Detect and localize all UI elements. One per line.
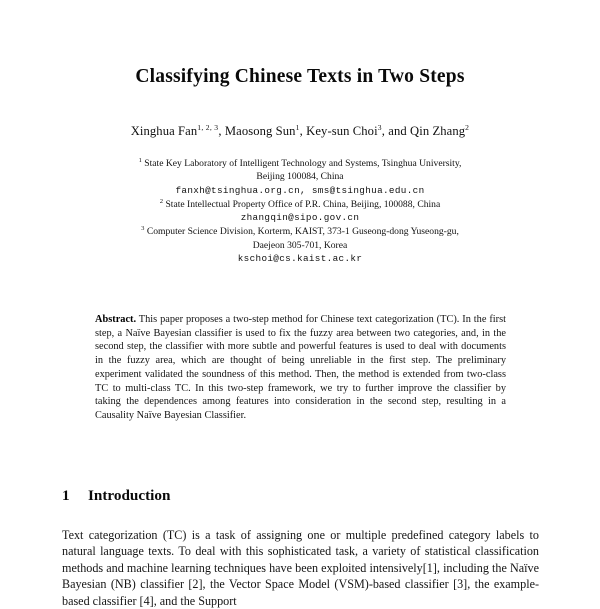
email-address[interactable]: fanxh@tsinghua.org.cn, sms@tsinghua.edu.cn xyxy=(175,184,425,196)
author-name: Xinghua Fan xyxy=(130,124,198,138)
affiliation-text: State Key Laboratory of Intelligent Technology and Systems, Tsinghua University, xyxy=(144,158,462,169)
introduction-paragraph: Text categorization (TC) is a task of assigning one or multiple predefined category labels to natural language texts. To deal with this sophisticated task, a variety of statistical classification methods and machine learning techniques have been exploited intensively[1], including the Naïve Bayesian (NB) classifier [2], the Vector Space Model (VSM)-based classifier [3], the example-based classifier [4], and the Support xyxy=(62,528,539,608)
affiliation-line: Daejeon 305-701, Korea xyxy=(252,239,348,251)
affiliation-line xyxy=(0,198,600,211)
abstract-label: Abstract. xyxy=(95,314,137,325)
abstract-block xyxy=(95,313,506,423)
author-name: Key-sun Choi xyxy=(306,124,378,138)
author-separator: , xyxy=(381,124,389,138)
author-separator: , xyxy=(299,124,307,138)
author-separator: , xyxy=(218,124,225,138)
section-title: Introduction xyxy=(88,487,171,504)
author-name: Maosong Sun xyxy=(224,124,296,138)
author-conjunction: and xyxy=(388,124,411,138)
affiliation-mark: 2 xyxy=(159,197,164,205)
section-number: 1 xyxy=(62,487,70,504)
abstract-text: This paper proposes a two-step method for Chinese text categorization (TC). In the first step, a Naïve Bayesian classifier is used to fix the fuzzy area between two categories, and, in the second step, the classifier with more subtle and powerful features is used to deal with documents in the fuzzy area, which are thought of being unreliable in the first step. The preliminary experiment validated the soundness of this method. Then, the method is extended from two-class TC to multi-class TC. In this two-step framework, we try to further improve the classifier by taking the dependences among features into consideration in the second step, resulting in a Causality Naïve Bayesian Classifier. xyxy=(95,314,506,421)
affiliation-line xyxy=(0,157,600,170)
author-name: Qin Zhang xyxy=(410,124,466,138)
affiliation-mark: 1 xyxy=(138,156,142,164)
author-affiliation-mark: 2 xyxy=(465,122,470,132)
email-address[interactable]: zhangqin@sipo.gov.cn xyxy=(240,212,360,224)
author-affiliation-mark: 1, 2, 3 xyxy=(197,122,219,132)
affiliation-mark: 3 xyxy=(141,225,145,233)
affiliation-line xyxy=(0,225,600,238)
email-address[interactable]: kschoi@cs.kaist.ac.kr xyxy=(237,253,363,265)
section-heading-introduction xyxy=(62,487,170,505)
author-affiliation-mark: 3 xyxy=(377,122,382,132)
author-affiliation-mark: 1 xyxy=(295,122,300,132)
author-list xyxy=(0,124,600,139)
affiliation-block xyxy=(0,157,600,266)
affiliation-text: Computer Science Division, Korterm, KAIST, 373-1 Guseong-dong Yuseong-gu, xyxy=(146,226,459,238)
page-title: Classifying Chinese Texts in Two Steps xyxy=(135,66,465,87)
affiliation-text: State Intellectual Property Office of P.R. China, Beijing, 100088, China xyxy=(165,198,441,210)
affiliation-line: Beijing 100084, China xyxy=(256,171,344,183)
